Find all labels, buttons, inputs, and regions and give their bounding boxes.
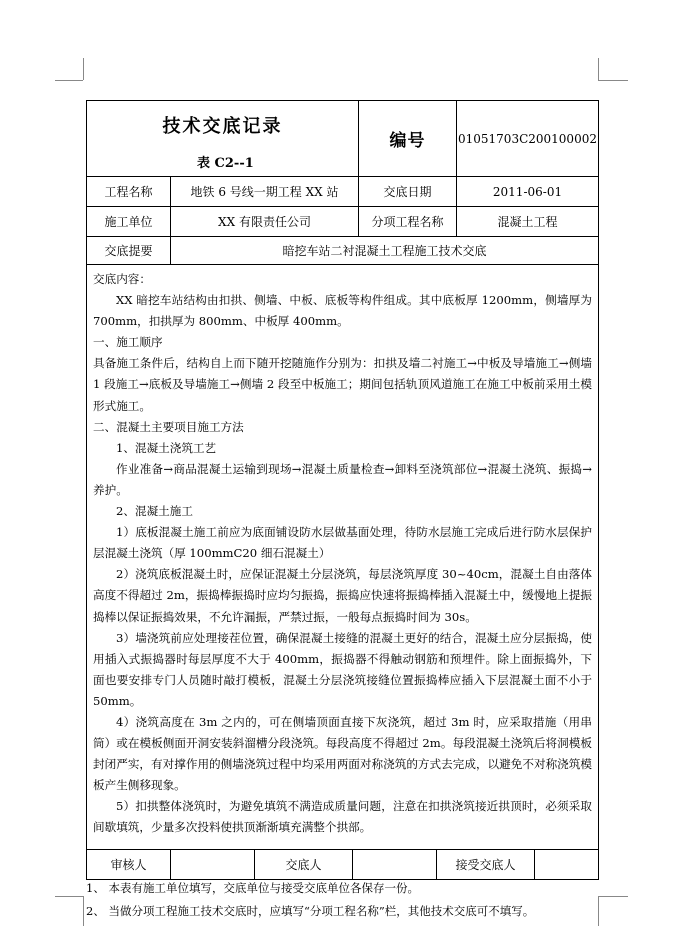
form-notes	[86, 877, 599, 923]
crop-mark	[598, 896, 628, 897]
content-subheading: 2、混凝土施工	[116, 504, 193, 519]
content-paragraph: 1）底板混凝土施工前应为底面铺设防水层做基面处理，待防水层施工完成后进行防水层保护层混凝土浇筑（厚 100mmC20 细石混凝土）	[93, 525, 592, 561]
disclosure-content	[87, 265, 598, 843]
content-row	[87, 265, 598, 850]
content-paragraph: 4）浇筑高度在 3m 之内的，可在侧墙顶面直接下灰浇筑，超过 3m 时，应采取措施（用串筒）或在模板侧面开洞安装斜溜槽分段浇筑。每段高度不得超过 2m。每段混凝土浇筑后将洞模板封闭严实，有对撑作用的侧墙浇筑过程中均采用两面对称浇筑的方式去完成，以避免不对称浇筑模板产生侧移现象。	[93, 714, 592, 793]
note-item: 2、 当做分项工程施工技术交底时，应填写“分项工程名称”栏，其他技术交底可不填写。	[86, 904, 535, 918]
project-row	[87, 177, 598, 207]
receiver-label: 接受交底人	[437, 850, 535, 879]
technical-disclosure-form	[86, 100, 599, 880]
content-paragraph: 3）墙浇筑前应处理接茬位置，确保混凝土接缝的混凝土更好的结合，混凝土应分层振捣，使用插入式振捣器时每层厚度不大于 400mm，振捣器不得触动钢筋和预埋件。除上面振捣外，下面也要安排专门人员随时敲打模板，混凝土分层浇筑接缝位置振捣棒应插入下层混凝土面不小于 50mm。	[93, 630, 592, 708]
construction-unit-label: 施工单位	[87, 207, 171, 236]
discloser-label: 交底人	[255, 850, 353, 879]
project-name-value: 地铁 6 号线一期工程 XX 站	[171, 177, 359, 206]
summary-label: 交底提要	[87, 237, 171, 264]
project-name-label: 工程名称	[87, 177, 171, 206]
content-subheading: 1、混凝土浇筑工艺	[116, 440, 217, 455]
header-row	[87, 101, 598, 177]
content-section-heading: 二、混凝土主要项目施工方法	[93, 419, 244, 434]
content-paragraph: XX 暗挖车站结构由扣拱、侧墙、中板、底板等构件组成。其中底板厚 1200mm，侧墙厚为 700mm，扣拱厚为 800mm、中板厚 400mm。	[93, 293, 592, 329]
summary-row	[87, 237, 598, 265]
code-value-cell	[457, 101, 598, 176]
sub-project-label: 分项工程名称	[359, 207, 457, 236]
code-label-cell	[359, 101, 457, 176]
code-label: 编号	[389, 131, 426, 151]
unit-row	[87, 207, 598, 237]
sub-project-value: 混凝土工程	[497, 215, 558, 229]
crop-mark	[83, 58, 84, 80]
handover-date-value: 2011-06-01	[492, 184, 563, 199]
construction-unit-value: XX 有限责任公司	[171, 207, 359, 236]
content-paragraph: 5）扣拱整体浇筑时，为避免填筑不满造成质量问题，注意在扣拱浇筑接近拱顶时，必须采取间歇填筑，少量多次投料使拱顶渐渐填充满整个拱部。	[93, 799, 592, 835]
content-section-heading: 一、施工顺序	[93, 335, 163, 350]
receiver-value	[535, 850, 598, 879]
code-value: 01051703C200100002	[458, 131, 597, 146]
reviewer-label: 审核人	[87, 850, 171, 879]
crop-mark	[598, 80, 628, 81]
content-paragraph: 具备施工条件后，结构自上而下随开挖随施作分别为：扣拱及墙二衬施工→中板及导墙施工→侧墙 1 段施工→底板及导墙施工→侧墙 2 段至中板施工；期间包括轨顶风道施工在施工中板前采用土模形式施工。	[93, 356, 592, 413]
handover-date-label: 交底日期	[359, 177, 457, 206]
title-cell	[87, 101, 359, 176]
reviewer-value	[171, 850, 255, 879]
crop-mark	[55, 80, 83, 81]
content-heading: 交底内容：	[93, 272, 151, 286]
summary-value: 暗挖车站二衬混凝土工程施工技术交底	[282, 244, 487, 258]
content-paragraph: 作业准备→商品混凝土运输到现场→混凝土质量检查→卸料至浇筑部位→混凝土浇筑、振捣→养护。	[93, 461, 592, 497]
crop-mark	[83, 896, 84, 926]
content-paragraph: 2）浇筑底板混凝土时，应保证混凝土分层浇筑，每层浇筑厚度 30~40cm，混凝土自由落体高度不得超过 2m，振捣棒振捣时应均匀振捣，振捣应快速将振捣棒插入混凝土中，缓慢地上提振捣棒以保证振捣效果，不允许漏振，严禁过振，一般每点振捣时间为 30s。	[93, 567, 592, 624]
signature-row	[87, 850, 598, 879]
crop-mark	[598, 58, 599, 80]
form-subtitle: 表 C2--1	[197, 156, 254, 171]
crop-mark	[55, 896, 83, 897]
note-item: 1、 本表有施工单位填写，交底单位与接受交底单位各保存一份。	[86, 881, 419, 895]
discloser-value	[353, 850, 437, 879]
form-title: 技术交底记录	[162, 116, 283, 137]
